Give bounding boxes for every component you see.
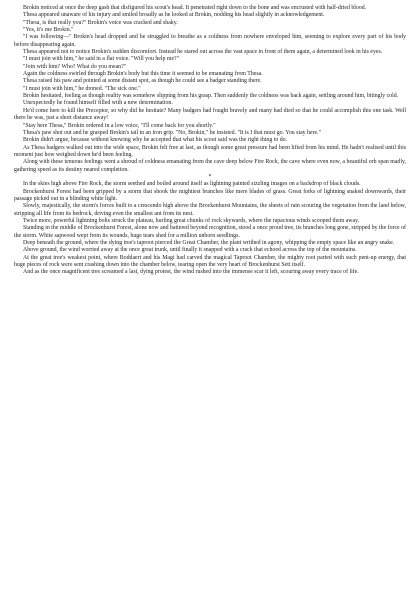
paragraph-24: Standing in the middle of Brockenhurst Forest, alone now and battered beyond recognition, stood a once proud tree, its branches long gone, stripped by the force of the storm. White sapwood wept from its wounds, huge tears shed for a million unborn seedlings. xyxy=(14,225,406,239)
paragraph-10: Thesa raised his paw and pointed at some distant spot, as though he could see a badger standing there. xyxy=(23,78,262,85)
page-body-text xyxy=(14,5,406,277)
paragraph-23: Twice more, powerful lightning bolts struck the plateau, hurling great chunks of rock skywards, where the rapacious winds scooped them away. xyxy=(23,217,360,224)
paragraph-16: Thesa's paw shot out and he grasped Brokin's tail in an iron grip. "No, Brokin," he insisted. "It is I that must go. You stay here." xyxy=(23,129,321,136)
paragraph-20: In the skies high above Fire Rock, the storm seethed and boiled around itself as lightning painted sizzling images on a backdrop of black clouds. xyxy=(23,181,361,188)
paragraph-3: "Thesa, is that really you?" Brokin's voice was cracked and shaky. xyxy=(23,19,178,26)
scene-break-asterisk: * xyxy=(208,173,212,180)
paragraph-12: Brokin hesitated, feeling as though reality was somehow slipping from his grasp. Then suddenly the coldness was back again, settling around him, bitingly cold. xyxy=(23,93,399,100)
paragraph-14: He'd come here to kill the Preceptor, so why did he hesitate? Many badgers had fought bravely and many had died so that he could accomplish this one task. Well there he was, just a short distance away! xyxy=(14,107,406,122)
paragraph-7: "I must join with him," he said in a flat voice. "Will you help me?" xyxy=(23,56,180,63)
paragraph-2: Thesa appeared unaware of his injury and smiled broadly as he looked at Brokin, nodding his head slightly in acknowledgement. xyxy=(23,12,325,19)
paragraph-28: And as the once magnificent tree screamed a last, dying protest, the wind rushed into the immense scar it left, scouring away every trace of life. xyxy=(23,269,359,276)
paragraph-15: "Stay here Thesa," Brokin ordered in a low voice, "I'll come back for you shortly." xyxy=(23,122,216,129)
paragraph-21: Brockenhurst Forest had been gripped by a storm that shook the mightiest branches like mere blades of grass. Great forks of lightning snaked downwards, their passage picked out in a blinding white light. xyxy=(14,188,406,202)
paragraph-4: "Yes, it's me Brokin." xyxy=(23,27,74,34)
paragraph-18: As Thesa badgers walked out into the wide space, Brokin felt free at last, as though some great pressure had been lifted from his mind. He hadn't realised until this moment just how weighed down he'd been feeling. xyxy=(14,144,406,158)
paragraph-25: Deep beneath the ground, where the dying tree's taproot pierced the Great Chamber, the plant writhed in agony, whipping the empty space like an angry snake. xyxy=(23,240,395,246)
paragraph-8: "Join with him? Who? What do you mean?" xyxy=(23,63,127,70)
paragraph-17: Brokin didn't argue, because without knowing why he accepted that what his scout said was the right thing to do. xyxy=(23,137,288,144)
paragraph-13: Unexpectedly he found himself filled with a new determination. xyxy=(23,100,173,107)
paragraph-6: Thesa appeared not to notice Brokin's sudden discomfort. Instead he stared out across the vast space in front of them again, a determined look in his eyes. xyxy=(23,49,383,56)
paragraph-5: "I was following—" Brokin's head dropped and he struggled to breathe as a coldness from nowhere enveloped him, seeming to explore every part of his body before disappearing again. xyxy=(14,34,406,48)
paragraph-27: At the great tree's weakest point, where Boddaert and his Magi had carved the magical Taproot Chamber, the mighty root parted with such pent-up energy, that huge pieces of rock were sent crashing down into the chamber below, tearing open the very heart of Brockenhurst Sett itself. xyxy=(14,254,406,269)
paragraph-26: Above ground, the wind worried away at the once great trunk, until finally it snapped with a crack that echoed across the top of the mountains. xyxy=(23,247,357,254)
paragraph-19: Along with these tenuous feelings went a shroud of coldness emanating from the cave deep below Fire Rock, the cave where even now, a beautiful orb span madly, gathering speed as its destiny neared completion. xyxy=(14,159,406,173)
paragraph-1: Brokin noticed at once the deep gash that disfigured his scout's head. It penetrated right down to the bone and was encrusted with half-dried blood. xyxy=(23,5,367,11)
paragraph-11: "I must join with him," he droned. "The sick one." xyxy=(23,85,141,92)
paragraph-9: Again the coldness swirled through Brokin's body but this time it seemed to be emanating from Thesa. xyxy=(23,71,263,78)
paragraph-22: Slowly, majestically, the storm's forces built to a crescendo high above the Brockenhurst Mountains, the sheets of rain scouring the vegetation from the land below, stripping all life from its bedrock, driving even the smallest ant from its nest. xyxy=(14,203,406,217)
